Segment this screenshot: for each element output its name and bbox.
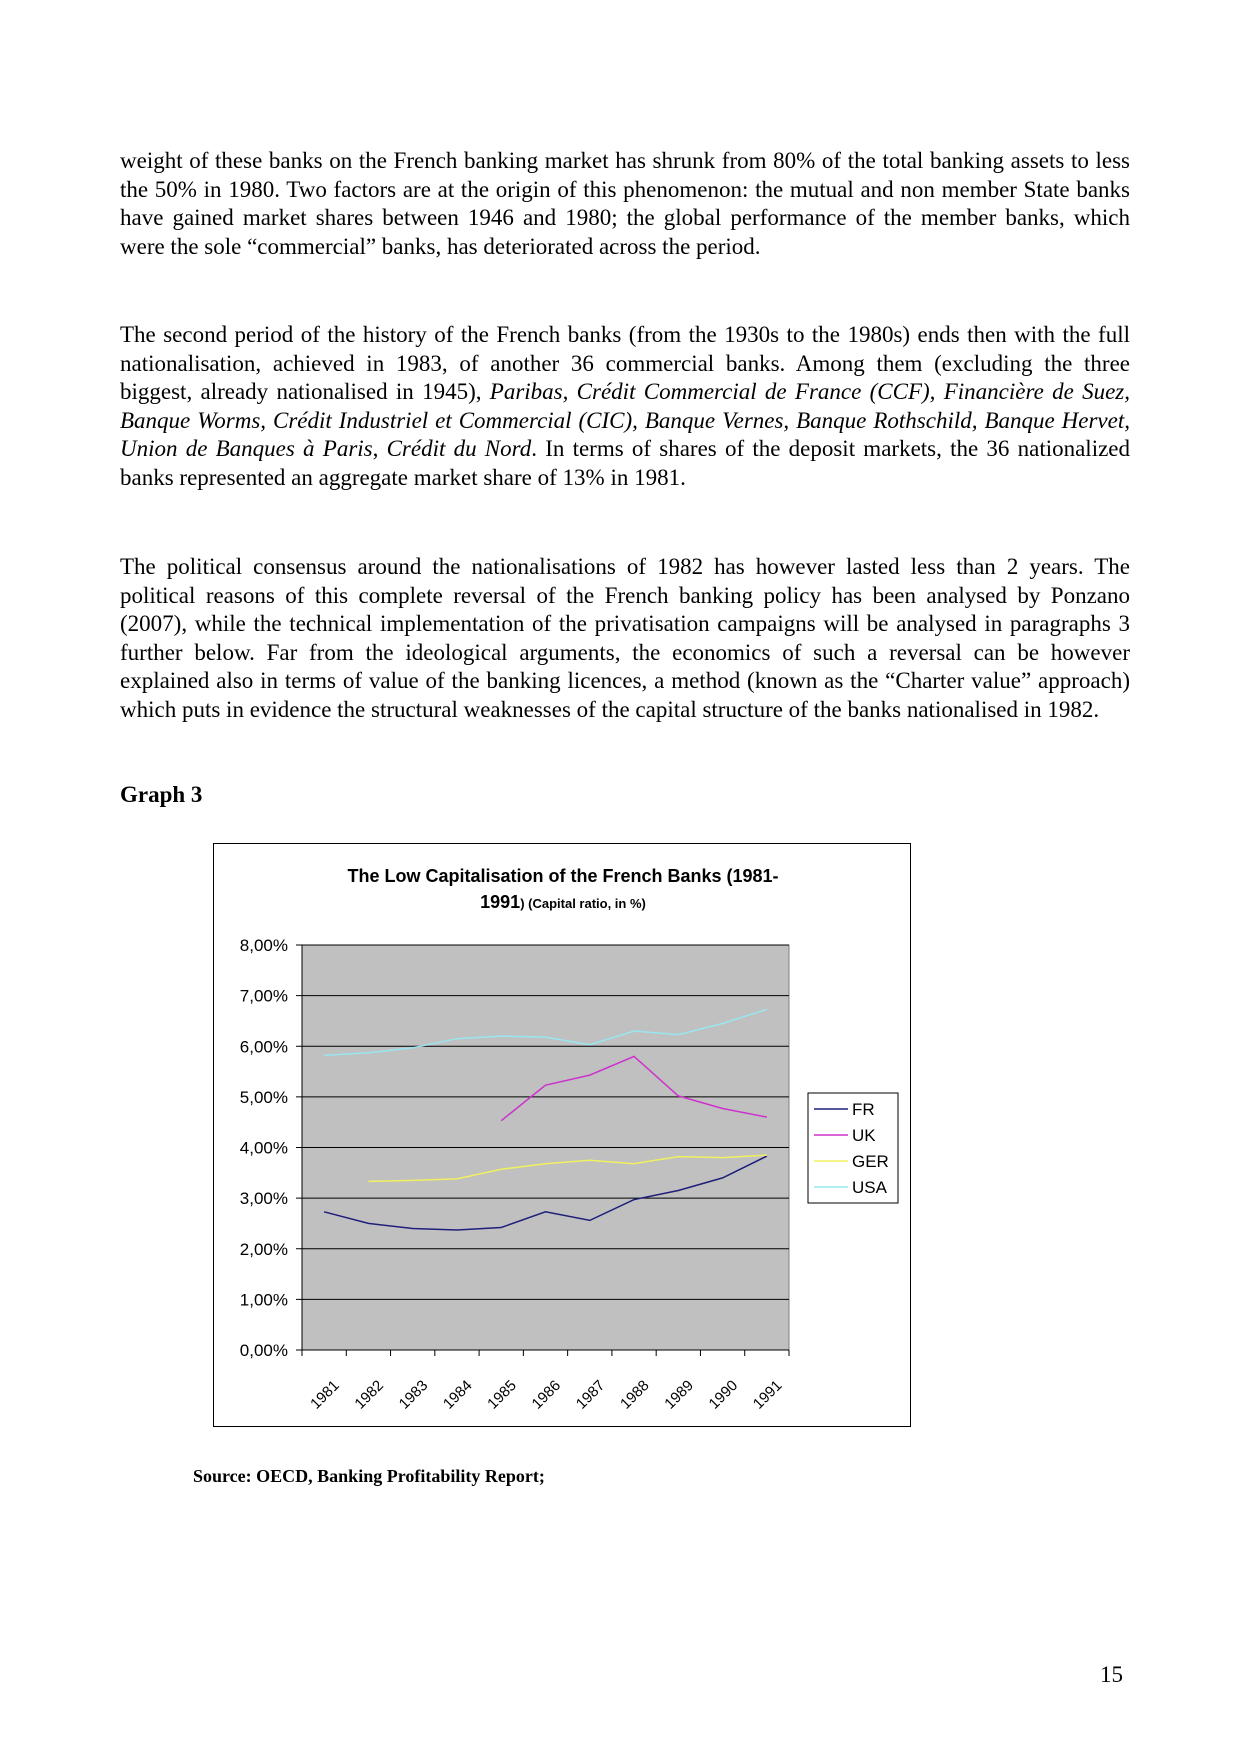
paragraph-2-text-a: The second period of the history of the French banks (from the 1930s to the 1980s) ends then with the full nationalisation, achieved in 1983, of another 36 commercial banks. Among them (excluding the three biggest, already nationalised in 1945), bbox=[120, 322, 1130, 405]
legend bbox=[808, 1093, 898, 1203]
x-tick-label: 1985 bbox=[484, 1377, 520, 1413]
paragraph-2-bank-last: Crédit du Nord bbox=[386, 436, 532, 462]
y-tick-label: 6,00% bbox=[239, 1037, 288, 1057]
y-tick-label: 8,00% bbox=[239, 936, 288, 955]
x-tick-label: 1986 bbox=[528, 1377, 565, 1413]
x-tick-label: 1982 bbox=[351, 1377, 388, 1413]
paragraph-1: weight of these banks on the French banking market has shrunk from 80% of the total banking assets to less the 50% in 1980. Two factors are at the origin of this phenomenon: the mutual and non member State banks have gained market shares between 1946 and 1980; the global performance of the member banks, which were the sole “commercial” banks, has deteriorated across the period. bbox=[120, 148, 1130, 259]
x-tick-label: 1981 bbox=[307, 1377, 343, 1413]
paragraph-2-bank-list: Paribas, Crédit Commercial de France (CCF), Financière de Suez, Banque Worms, Crédit Industriel et Commercial (CIC), Banque Vernes, Banque Rothschild, Banque Hervet, Union de Banques à Paris bbox=[120, 379, 1130, 462]
y-tick-label: 5,00% bbox=[239, 1087, 288, 1107]
x-tick-label: 1991 bbox=[749, 1377, 786, 1413]
page-number: 15 bbox=[1100, 1662, 1123, 1687]
y-tick-label: 7,00% bbox=[239, 986, 288, 1006]
paragraph-2-text-b: . In terms of shares of the deposit markets, the 36 nationalized banks represented an aggregate market share of 13% in 1981. bbox=[120, 436, 1131, 490]
legend-label-uk: UK bbox=[852, 1126, 876, 1145]
paragraph-3: The political consensus around the nationalisations of 1982 has however lasted less than 2 years. The political reasons of this complete reversal of the French banking policy has been analysed by Ponzano (2007), while the technical implementation of the privatisation campaigns will be analysed in paragraphs 3 further below. Far from the ideological arguments, the economics of such a reversal can be however explained also in terms of value of the banking licences, a method (known as the “Charter value” approach) which puts in evidence the structural weaknesses of the capital structure of the banks nationalised in 1982. bbox=[120, 554, 1130, 722]
paragraph-2 bbox=[120, 321, 1130, 493]
x-tick-label: 1983 bbox=[395, 1377, 432, 1413]
line-chart bbox=[214, 844, 912, 1428]
y-tick-label: 4,00% bbox=[239, 1138, 288, 1158]
x-tick-label: 1988 bbox=[617, 1377, 653, 1413]
y-tick-label: 1,00% bbox=[239, 1290, 288, 1310]
x-tick-label: 1987 bbox=[572, 1377, 609, 1413]
chart-title-line1: The Low Capitalisation of the French Banks (1981- bbox=[347, 866, 779, 886]
chart-title-subtitle: ) (Capital ratio, in %) bbox=[520, 896, 646, 911]
legend-label-usa: USA bbox=[852, 1178, 887, 1197]
x-tick-label: 1990 bbox=[705, 1377, 742, 1413]
chart-frame bbox=[213, 843, 911, 1427]
source-note: Source: OECD, Banking Profitability Report; bbox=[193, 1466, 545, 1486]
y-tick-label: 0,00% bbox=[239, 1341, 288, 1360]
x-tick-label: 1984 bbox=[439, 1377, 476, 1413]
legend-label-fr: FR bbox=[852, 1100, 875, 1119]
legend-label-ger: GER bbox=[852, 1152, 889, 1171]
chart-title-line2 bbox=[480, 892, 646, 912]
paragraph-2-comma: , bbox=[372, 436, 387, 462]
y-tick-label: 2,00% bbox=[239, 1239, 288, 1259]
x-tick-label: 1989 bbox=[661, 1377, 697, 1413]
graph-heading: Graph 3 bbox=[120, 782, 203, 807]
y-tick-label: 3,00% bbox=[239, 1189, 288, 1209]
chart-title-year: 1991 bbox=[480, 892, 521, 912]
